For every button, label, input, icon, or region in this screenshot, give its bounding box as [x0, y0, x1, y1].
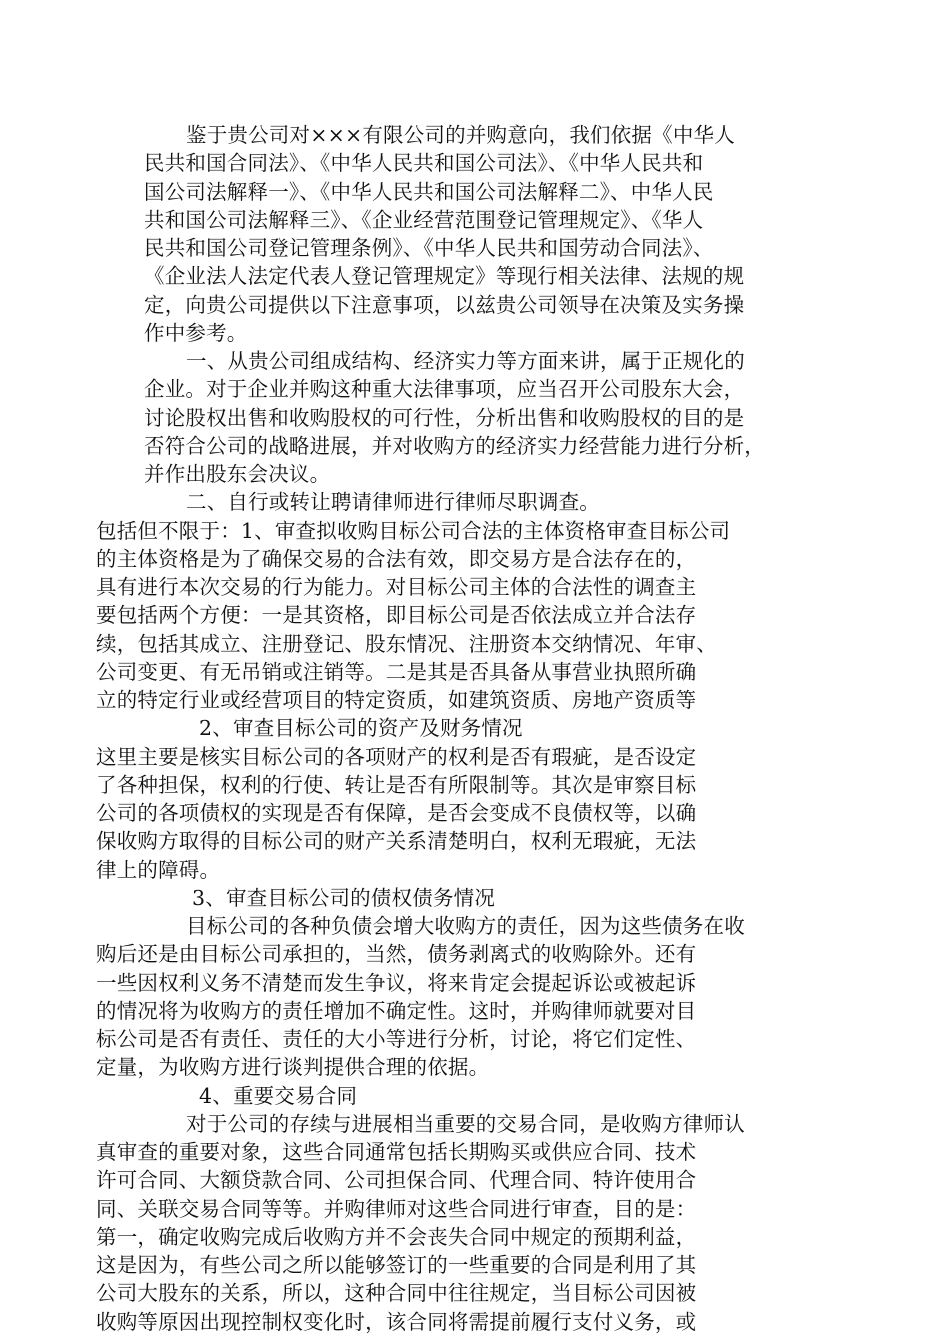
text-line: 收购等原因出现控制权变化时，该合同将需提前履行支付义务，或 [96, 1309, 697, 1334]
text-line: 续，包括其成立、注册登记、股东情况、注册资本交纳情况、年审、 [96, 631, 717, 656]
text-line: 了各种担保，权利的行使、转让是否有所限制等。其次是审察目标 [96, 772, 697, 797]
text-line: 讨论股权出售和收购股权的可行性，分析出售和收购股权的目的是 [144, 405, 745, 430]
text-line: 要包括两个方便：一是其资格，即目标公司是否依法成立并合法存 [96, 603, 697, 628]
text-line: 包括但不限于：1、审查拟收购目标公司合法的主体资格审查目标公司 [96, 518, 731, 543]
text-line: 公司变更、有无吊销或注销等。二是其是否具备从事营业执照所确 [96, 659, 697, 684]
text-line: 同、关联交易合同等等。并购律师对这些合同进行审查，目的是： [96, 1196, 697, 1221]
text-line: 这是因为，有些公司之所以能够签订的一些重要的合同是利用了其 [96, 1253, 697, 1277]
text-line: 律上的障碍。 [96, 857, 221, 882]
text-line: 购后还是由目标公司承担的，当然，债务剥离式的收购除外。还有 [96, 942, 697, 967]
text-line: 许可合同、大额贷款合同、公司担保合同、代理合同、特许使用合 [96, 1168, 697, 1193]
text-line: 具有进行本次交易的行为能力。对目标公司主体的合法性的调查主 [96, 575, 697, 599]
text-line: 的主体资格是为了确保交易的合法有效，即交易方是合法存在的， [96, 546, 697, 571]
text-line: 并作出股东会决议。 [144, 462, 331, 486]
text-line: 一、从贵公司组成结构、经济实力等方面来讲，属于正规化的 [186, 349, 745, 373]
text-line: 否符合公司的战略进展，并对收购方的经济实力经营能力进行分析， [144, 433, 765, 458]
text-line: 立的特定行业或经营项目的特定资质，如建筑资质、房地产资质等 [96, 688, 697, 712]
text-line: 《企业法人法定代表人登记管理规定》等现行相关法律、法规的规 [144, 264, 745, 289]
text-line: 保收购方取得的目标公司的财产关系清楚明白，权利无瑕疵，无法 [96, 829, 697, 854]
text-line: 对于公司的存续与进展相当重要的交易合同，是收购方律师认 [186, 1111, 745, 1136]
text-line: 真审查的重要对象，这些合同通常包括长期购买或供应合同、技术 [96, 1140, 697, 1164]
text-line: 定量，为收购方进行谈判提供合理的依据。 [96, 1055, 490, 1080]
text-line: 共和国公司法解释三》、《企业经营范围登记管理规定》、《华人 [144, 207, 704, 232]
text-line: 公司大股东的关系，所以，这种合同中往往规定，当目标公司因被 [96, 1281, 697, 1306]
document-body [96, 121, 804, 1336]
text-line: 2、审查目标公司的资产及财务情况 [199, 716, 523, 741]
text-line: 公司的各项债权的实现是否有保障，是否会变成不良债权等，以确 [96, 801, 697, 825]
text-line: 3、审查目标公司的债权债务情况 [192, 885, 496, 910]
text-line: 企业。对于企业并购这种重大法律事项，应当召开公司股东大会， [144, 377, 745, 402]
text-line: 4、重要交易合同 [199, 1083, 358, 1108]
text-line: 这里主要是核实目标公司的各项财产的权利是否有瑕疵，是否设定 [96, 744, 697, 769]
text-line: 的情况将为收购方的责任增加不确定性。这时，并购律师就要对目 [96, 998, 697, 1023]
text-line: 鉴于贵公司对×××有限公司的并购意向，我们依据《中华人 [186, 123, 735, 147]
text-line: 作中参考。 [144, 320, 248, 345]
text-line: 一些因权利义务不清楚而发生争议，将来肯定会提起诉讼或被起诉 [96, 970, 697, 995]
text-line: 民共和国合同法》、《中华人民共和国公司法》、《中华人民共和 [144, 151, 704, 176]
text-line: 目标公司的各种负债会增大收购方的责任，因为这些债务在收 [186, 914, 745, 938]
text-line: 第一，确定收购完成后收购方并不会丧失合同中规定的预期利益， [96, 1224, 697, 1249]
text-line: 民共和国公司登记管理条例》、《中华人民共和国劳动合同法》、 [144, 236, 714, 260]
text-line: 标公司是否有责任、责任的大小等进行分析，讨论，将它们定性、 [96, 1027, 697, 1051]
text-line: 二、自行或转让聘请律师进行律师尽职调查。 [186, 490, 600, 515]
text-line: 国公司法解释一》、《中华人民共和国公司法解释二》、中华人民 [144, 179, 714, 204]
text-line: 定，向贵公司提供以下注意事项，以兹贵公司领导在决策及实务操 [144, 292, 745, 317]
